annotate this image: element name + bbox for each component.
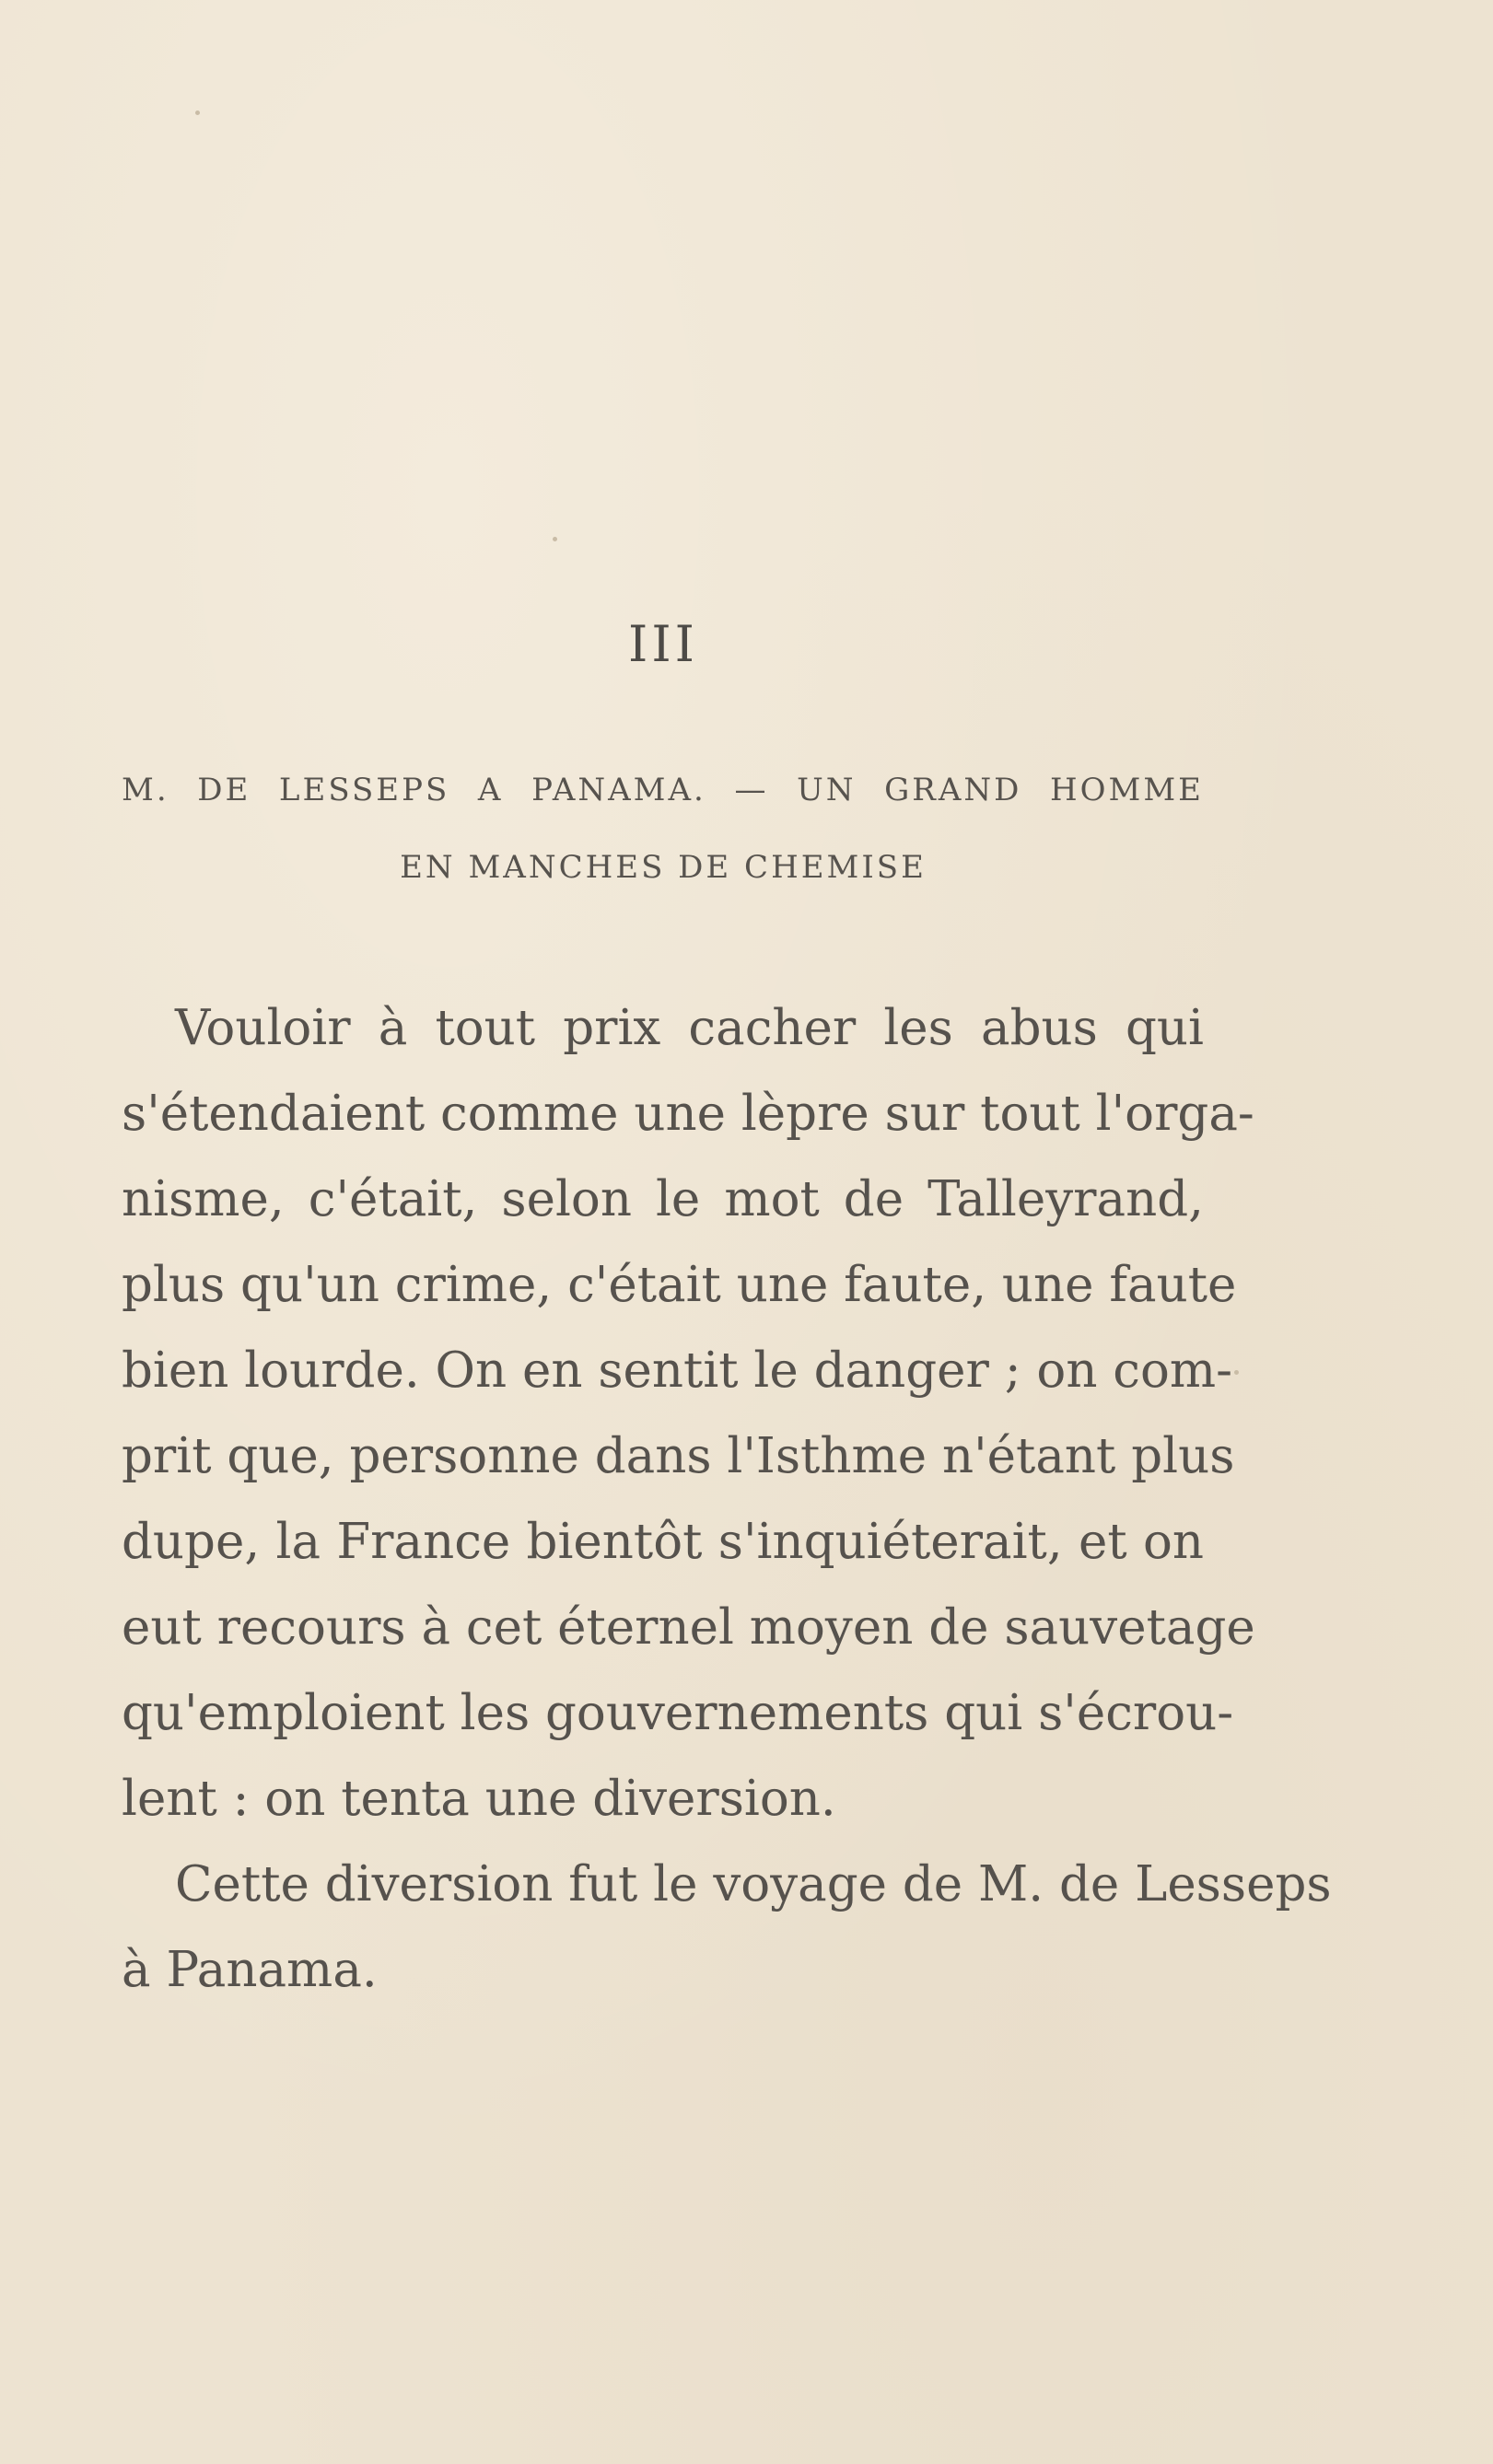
chapter-title-line-1: M. DE LESSEPS A PANAMA. — UN GRAND HOMME	[122, 772, 1204, 808]
text-line: s'étendaient comme une lèpre sur tout l'orga-	[122, 1086, 1254, 1142]
chapter-title-line-2: EN MANCHES DE CHEMISE	[400, 849, 927, 886]
body-text	[122, 985, 1332, 2013]
paragraph-2	[122, 1842, 1332, 2013]
text-line: dupe, la France bientôt s'inquiéterait, et on	[122, 1514, 1204, 1570]
text-line: à Panama.	[122, 1942, 378, 1998]
text-line: plus qu'un crime, c'était une faute, une faute	[122, 1257, 1237, 1313]
text-line: eut recours à cet éternel moyen de sauvetage	[122, 1599, 1255, 1656]
chapter-number: III	[628, 615, 698, 673]
paragraph-1	[122, 985, 1255, 1842]
paper-speck	[195, 110, 200, 115]
text-line: bien lourde. On en sentit le danger ; on com-	[122, 1342, 1233, 1399]
paper-speck	[1234, 1370, 1239, 1375]
text-line: lent : on tenta une diversion.	[122, 1771, 836, 1827]
text-line: Cette diversion fut le voyage de M. de Lesseps	[175, 1856, 1332, 1912]
text-line: prit que, personne dans l'Isthme n'étant plus	[122, 1428, 1235, 1484]
text-line: nisme, c'était, selon le mot de Talleyrand,	[122, 1171, 1204, 1227]
paper-speck	[553, 537, 557, 541]
text-line: Vouloir à tout prix cacher les abus qui	[175, 1000, 1204, 1056]
text-line: qu'emploient les gouvernements qui s'écrou-	[122, 1685, 1234, 1741]
